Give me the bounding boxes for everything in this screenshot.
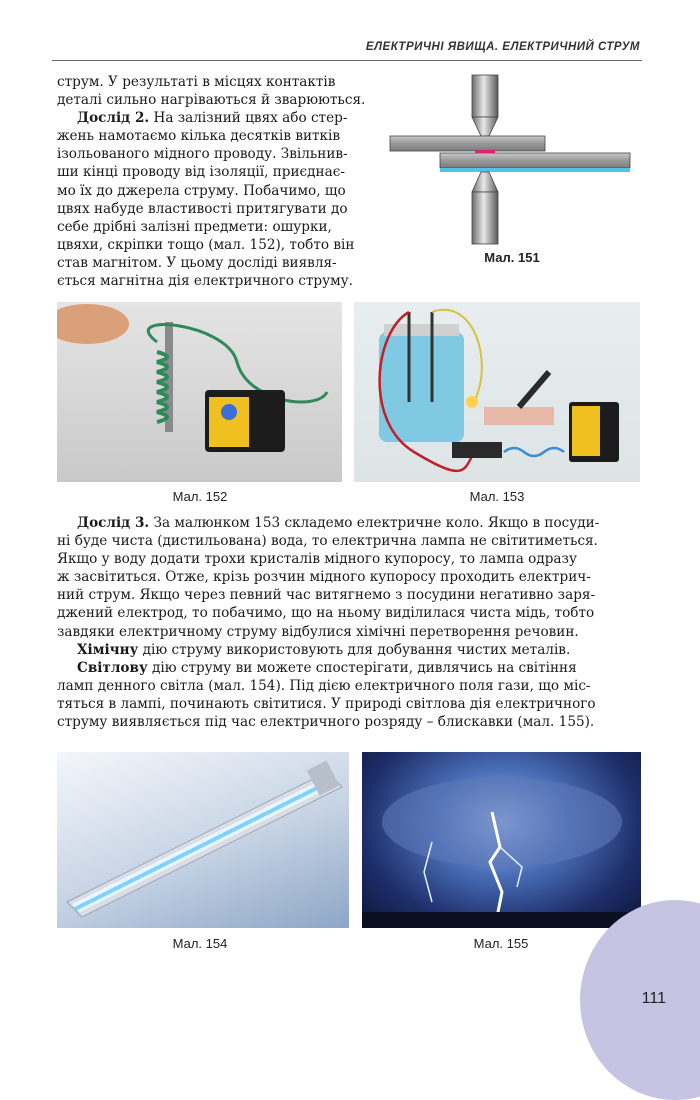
storm-cloud — [382, 777, 622, 867]
para2-line-2: жень намотаємо кілька десятків витків — [57, 128, 341, 145]
para3-line-3: Якщо у воду додати трохи кристалів мідного купоросу, то лампа одразу — [57, 551, 577, 568]
para4-line-1 — [57, 641, 640, 659]
upper-electrode — [472, 75, 498, 117]
header-title: ЕЛЕКТРИЧНІ ЯВИЩА. ЕЛЕКТРИЧНИЙ СТРУМ — [365, 41, 640, 53]
para5-text-1: дію струму ви можете спостерігати, дивлячись на світіння — [147, 659, 577, 676]
running-header — [52, 38, 642, 61]
para2-text-1: На залізний цвях або стер- — [149, 110, 348, 127]
caption-fig154: Мал. 154 — [172, 936, 228, 951]
para2-line-10: ється магнітна дія електричного струму. — [57, 273, 353, 290]
fig155-drawing — [362, 752, 641, 928]
caption-fig151: Мал. 151 — [484, 250, 540, 265]
para4-text: дію струму використовують для добування чистих металів. — [138, 641, 571, 658]
lamp-base — [452, 442, 502, 458]
fig152-drawing — [57, 302, 342, 482]
lower-plate — [440, 153, 630, 168]
para3-line-2: ні буде чиста (дистильована) вода, то електрична лампа не світитиметься. — [57, 533, 598, 550]
figure-151-welding-diagram — [385, 70, 640, 250]
weld-spot — [475, 150, 495, 153]
para2-label: Дослід 2. — [77, 110, 150, 127]
para5-label: Світлову — [77, 659, 148, 676]
photo-fig153-electrolysis-circuit — [354, 302, 640, 482]
para5-line-3: тяться в лампі, починають світитися. У природі світлова дія електричного — [57, 695, 596, 712]
text-column-left — [57, 73, 369, 290]
plate-highlight — [440, 168, 630, 172]
para2-line-7: себе дрібні залізні предмети: ошурки, — [57, 218, 332, 235]
horizon — [362, 912, 641, 928]
para4-label: Хімічну — [77, 641, 139, 658]
corner-decoration — [580, 900, 700, 1100]
para5-line-4: струму виявляється під час електричного розряду – блискавки (мал. 155). — [57, 714, 595, 731]
fig153-drawing — [354, 302, 640, 482]
caption-fig153: Мал. 153 — [469, 489, 525, 504]
page-number: 111 — [641, 990, 666, 1007]
para2-line-4: ши кінці проводу від ізоляції, приєднає- — [57, 164, 345, 181]
blue-wire — [504, 448, 564, 456]
para5-line-2: ламп денного світла (мал. 154). Під дією електричного поля гази, що міс- — [57, 677, 591, 694]
para2-line-5: мо їх до джерела струму. Побачимо, що — [57, 182, 346, 199]
lower-electrode — [472, 192, 498, 244]
para3-line-6: джений електрод, то побачимо, що на ньому виділилася чиста мідь, тобто — [57, 605, 595, 622]
para2-line-3: ізольованого мідного проводу. Звільнив- — [57, 146, 348, 163]
para2-line-9: став магнітом. У цьому досліді виявля- — [57, 254, 337, 271]
photo-fig155-lightning — [362, 752, 641, 928]
photo-fig154-fluorescent-lamp — [57, 752, 349, 928]
switch-lever — [519, 372, 549, 407]
para3-line-5: ний струм. Якщо через певний час витягнемо з посудини негативно заря- — [57, 587, 596, 604]
upper-plate — [390, 136, 545, 151]
para3-line-7: завдяки електричному струму відбулися хімічні перетворення речовин. — [57, 623, 579, 640]
photo-fig152-electromagnet — [57, 302, 342, 482]
lamp-tube — [75, 782, 329, 909]
para3-line-1 — [57, 514, 640, 532]
battery-153-label — [572, 406, 600, 456]
lower-electrode-tip — [472, 172, 498, 192]
fig154-drawing — [57, 752, 349, 928]
para3-line-4: ж засвітиться. Отже, крізь розчин мідного купоросу проходить електрич- — [57, 569, 591, 586]
upper-electrode-tip — [472, 117, 498, 136]
para3-text-1: За малюнком 153 складемо електричне коло. Якщо в посуди- — [149, 515, 600, 531]
text-body-full — [57, 514, 640, 731]
para3-label: Дослід 3. — [77, 515, 150, 531]
caption-fig155: Мал. 155 — [473, 936, 529, 951]
caption-fig152: Мал. 152 — [172, 489, 228, 504]
para2-line-8: цвяхи, скріпки тощо (мал. 152), тобто він — [57, 236, 355, 253]
para5-line-1 — [57, 659, 640, 677]
battery-logo — [221, 404, 237, 420]
para1-line-2: деталі сильно нагріваються й зварюються. — [57, 92, 366, 109]
jar — [379, 332, 464, 442]
hand — [57, 304, 129, 344]
switch-board — [484, 407, 554, 425]
lamp — [466, 396, 478, 408]
para1-line-1: струм. У результаті в місцях контактів — [57, 74, 336, 90]
para2-line-1 — [57, 109, 369, 127]
para2-line-6: цвях набуде властивості притягувати до — [57, 200, 348, 217]
